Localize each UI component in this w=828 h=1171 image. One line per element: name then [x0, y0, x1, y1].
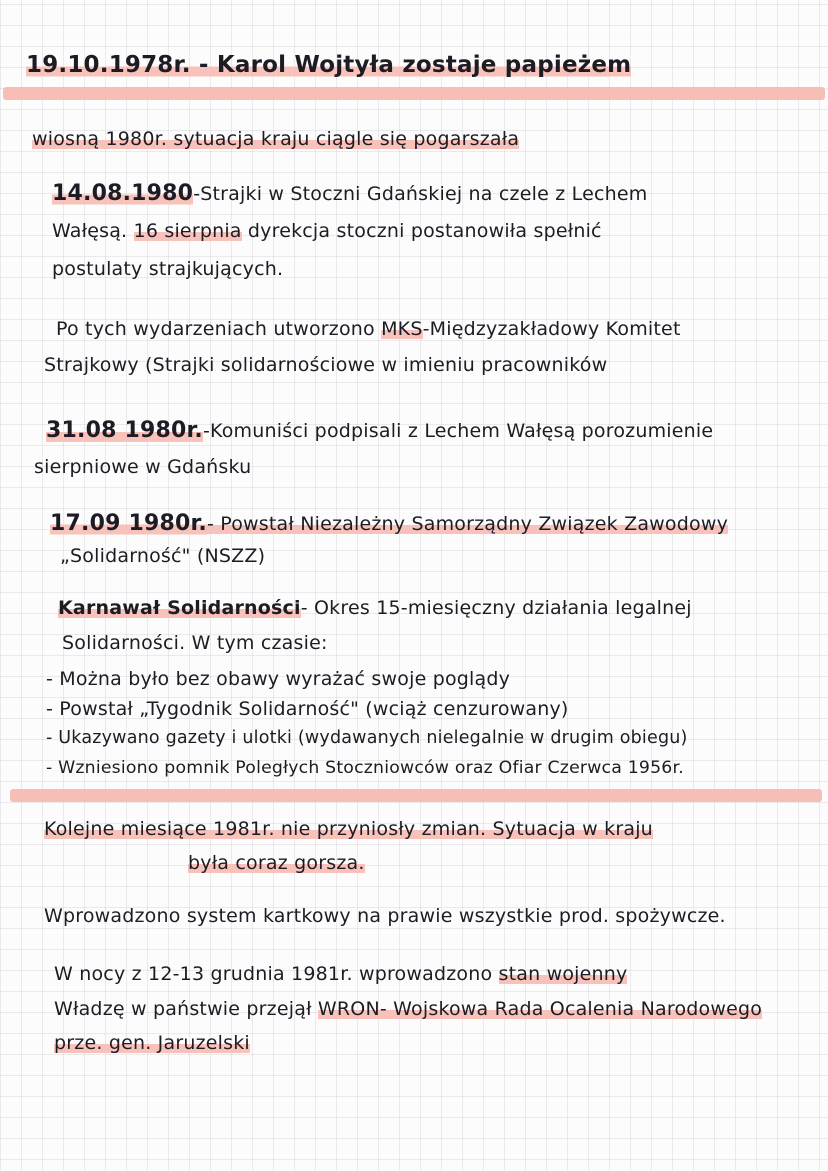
strike-line-2 [52, 220, 602, 242]
mks-line-1 [56, 318, 681, 340]
martial-law-text-1a: W nocy z 12-13 grudnia 1981r. wprowadzono [54, 963, 499, 985]
martial-law-text-2a: Władzę w państwie przejął [54, 998, 318, 1020]
ration-line [44, 905, 726, 927]
mks-text-1a: Po tych wydarzeniach utworzono [56, 318, 382, 340]
strike-text-3: postulaty strajkujących. [52, 258, 284, 280]
bullet-3-text: - Ukazywano gazety i ulotki (wydawanych nielegalnie w drugim obiegu) [46, 728, 688, 748]
nszz-text-2: „Solidarność" (NSZZ) [60, 545, 266, 567]
section-divider-bar [10, 789, 822, 802]
months-1981-text-1: Kolejne miesiące 1981r. nie przyniosły zmian. Sytuacja w kraju [44, 818, 653, 840]
bullet-4-text: - Wzniesiono pomnik Poległych Stoczniowców oraz Ofiar Czerwca 1956r. [46, 758, 684, 778]
title-date: 19.10.1978r. [26, 52, 191, 78]
carnival-text-1: - Okres 15-miesięczny działania legalnej [300, 597, 692, 619]
nszz-text-1: - Powstał Niezależny Samorządny Związek Zawodowy [206, 513, 729, 535]
carnival-line-2 [62, 632, 328, 654]
bullet-4 [46, 758, 684, 778]
martial-law-line-3 [54, 1032, 250, 1054]
strike-line-1 [52, 181, 647, 206]
martial-law-phrase: stan wojenny [498, 963, 628, 985]
mks-abbr: MKS [381, 318, 423, 340]
title-divider-bar [3, 87, 825, 100]
strike-text-2c: dyrekcja stoczni postanowiła spełnić [241, 220, 602, 242]
carnival-text-2: Solidarności. W tym czasie: [62, 632, 328, 654]
wron-name: WRON- Wojskowa Rada Ocalenia Narodowego [317, 998, 763, 1020]
strike-text-2b: 16 sierpnia [133, 220, 242, 242]
carnival-line-1 [58, 597, 692, 619]
mks-line-2 [44, 354, 607, 376]
months-1981-text-2: była coraz gorsza. [188, 852, 365, 874]
bullet-2-text: - Powstał „Tygodnik Solidarność" (wciąż cenzurowany) [46, 698, 569, 720]
mks-text-1c: -Międzyzakładowy Komitet [422, 318, 681, 340]
bullet-3 [46, 728, 688, 748]
title-line [26, 52, 631, 78]
months-1981-line-1 [44, 818, 653, 840]
paragraph-spring-1980 [32, 128, 519, 150]
agreement-date: 31.08 1980r. [46, 418, 203, 443]
nszz-line-1 [50, 511, 728, 536]
strike-date: 14.08.1980 [52, 181, 194, 206]
mks-text-2: Strajkowy (Strajki solidarnościowe w imieniu pracowników [44, 354, 608, 376]
agreement-text-1: -Komuniści podpisali z Lechem Wałęsą porozumienie [202, 420, 714, 442]
months-1981-line-2 [188, 852, 365, 874]
agreement-line-1 [46, 418, 713, 443]
nszz-date: 17.09 1980r. [50, 511, 207, 536]
ration-text: Wprowadzono system kartkowy na prawie wszystkie prod. spożywcze. [44, 905, 726, 927]
spring-1980-text: wiosną 1980r. sytuacja kraju ciągle się pogarszała [32, 128, 520, 150]
agreement-line-2 [34, 456, 251, 478]
bullet-1-text: - Można było bez obawy wyrażać swoje poglądy [46, 668, 511, 690]
bullet-1 [46, 668, 510, 690]
martial-law-line-2 [54, 998, 762, 1020]
nszz-line-2 [60, 545, 265, 567]
agreement-text-2: sierpniowe w Gdańsku [34, 456, 252, 478]
martial-law-line-1 [54, 963, 627, 985]
strike-line-3 [52, 258, 283, 280]
bullet-2 [46, 698, 569, 720]
jaruzelski-text: prze. gen. Jaruzelski [54, 1032, 250, 1054]
strike-text-2a: Wałęsą. [52, 220, 134, 242]
title-text: - Karol Wojtyła zostaje papieżem [190, 52, 632, 78]
strike-text-1: -Strajki w Stoczni Gdańskiej na czele z Lechem [193, 183, 648, 205]
carnival-title: Karnawał Solidarności [58, 597, 301, 619]
